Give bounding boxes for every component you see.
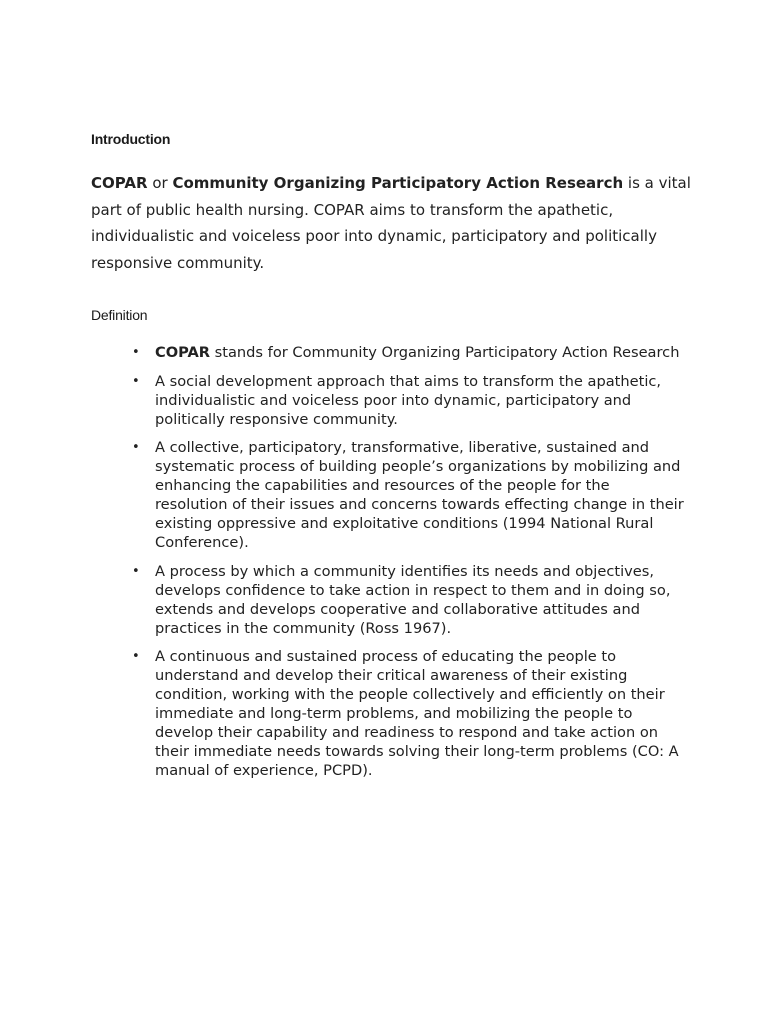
introduction-term: COPAR (91, 174, 148, 192)
list-item-text: A collective, participatory, transformative, liberative, sustained and systematic process of building people’s organizations by mobilizing and enhancing the capabilities and resources of the people for the resolution of their issues and concerns towards effecting change in their existing oppressive and exploitative conditions (1994 National Rural Conference). (155, 439, 684, 551)
bullet-icon: • (132, 649, 140, 664)
list-item (132, 562, 685, 638)
bullet-icon: • (132, 563, 140, 579)
list-item-text: A continuous and sustained process of educating the people to understand and develop their critical awareness of their existing condition, working with the people collectively and efficiently on their immediate and long-term problems, and mobilizing the people to develop their capability and readiness to respond and take action on their immediate needs towards solving their long-term problems (CO: A manual of experience, PCPD). (155, 648, 679, 779)
bullet-icon: • (132, 440, 140, 455)
introduction-full-name: Community Organizing Participatory Action Research (172, 174, 624, 192)
list-item (132, 343, 685, 362)
list-item-bold: COPAR (155, 344, 211, 361)
list-item (132, 372, 685, 429)
definition-list (132, 343, 685, 790)
bullet-icon: • (132, 345, 140, 360)
introduction-paragraph (91, 170, 691, 276)
introduction-connector: or (147, 174, 173, 192)
list-item (132, 438, 685, 552)
list-item (132, 647, 685, 780)
definition-heading: Definition (91, 307, 148, 323)
list-item-text: stands for Community Organizing Participatory Action Research (210, 344, 680, 361)
introduction-heading: Introduction (91, 131, 171, 147)
introduction-text: is a vital part of public health nursing. COPAR aims to transform the apathetic, individualistic and voiceless poor into dynamic, participatory and politically responsive community. (91, 174, 691, 272)
list-item-text: A process by which a community identifies its needs and objectives, develops confidence to take action in respect to them and in doing so, extends and develops cooperative and collaborative attitudes and practices in the community (Ross 1967). (155, 562, 671, 637)
list-item-text: A social development approach that aims to transform the apathetic, individualistic and voiceless poor into dynamic, participatory and politically responsive community. (155, 372, 662, 428)
bullet-icon: • (132, 373, 140, 389)
